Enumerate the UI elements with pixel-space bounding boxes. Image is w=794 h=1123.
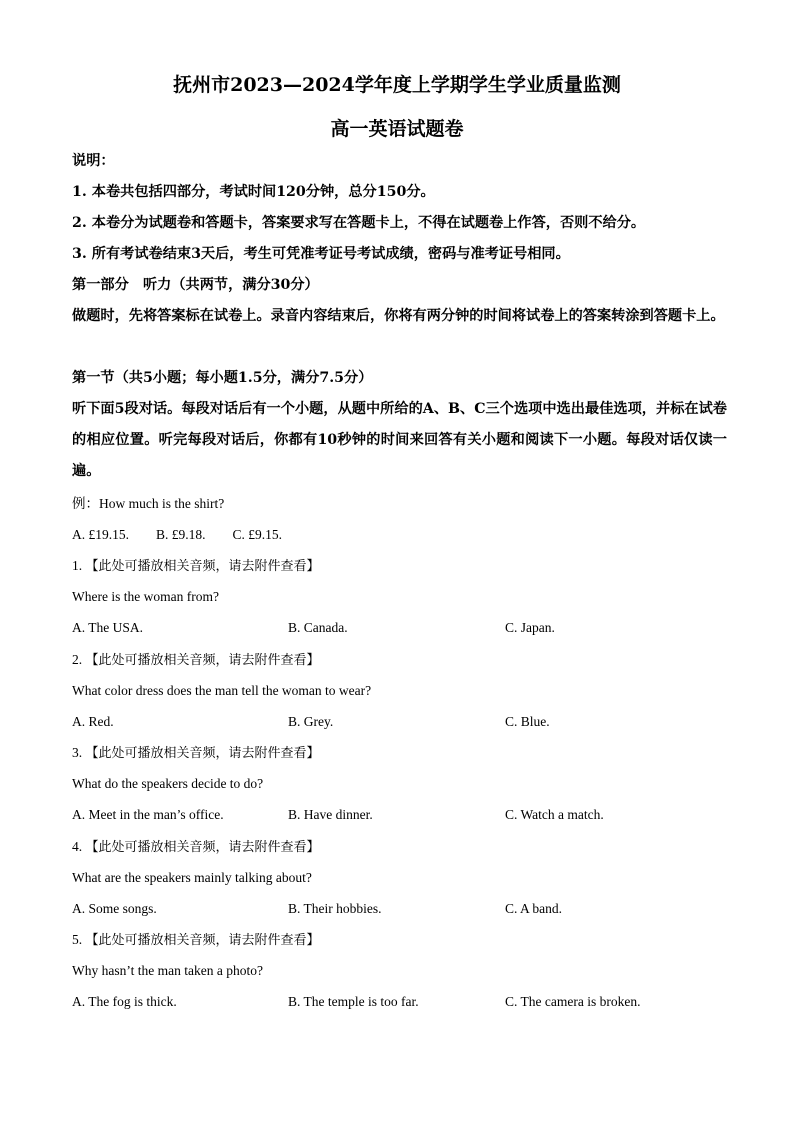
instructions-heading: 说明： <box>72 153 115 169</box>
question-4-option-b: B. Their hobbies. <box>288 901 382 916</box>
question-5-text: Why hasn’t the man taken a photo? <box>72 963 263 978</box>
question-number: 2. <box>72 652 83 667</box>
question-1-text: Where is the woman from? <box>72 589 219 604</box>
question-4-text: What are the speakers mainly talking about? <box>72 870 312 885</box>
instruction-item-2: 2. 本卷分为试题卷和答题卡，答案要求写在答题卡上，不得在试题卷上作答，否则不给分。 <box>72 215 646 231</box>
question-3-text: What do the speakers decide to do? <box>72 776 264 791</box>
instruction-item-1: 1. 本卷共包括四部分，考试时间120分钟，总分150分。 <box>72 184 435 200</box>
question-2-header <box>72 651 320 670</box>
audio-placeholder[interactable]: 【此处可播放相关音频，请去附件查看】 <box>85 653 320 668</box>
question-5-option-c: C. The camera is broken. <box>505 994 641 1009</box>
question-number: 3. <box>72 745 83 760</box>
instruction-item-3: 3. 所有考试卷结束3天后，考生可凭准考证号考试成绩，密码与准考证号相同。 <box>72 246 570 262</box>
question-number: 4. <box>72 839 83 854</box>
question-1-option-c: C. Japan. <box>505 620 555 635</box>
audio-placeholder[interactable]: 【此处可播放相关音频，请去附件查看】 <box>85 559 320 574</box>
example-question <box>72 495 224 513</box>
question-1-header <box>72 557 320 576</box>
question-1-option-a: A. The USA. <box>72 620 144 635</box>
audio-placeholder[interactable]: 【此处可播放相关音频，请去附件查看】 <box>85 933 320 948</box>
question-4-option-c: C. A band. <box>505 901 563 916</box>
exam-subtitle: 高一英语试题卷 <box>330 118 464 140</box>
example-options: A. £19.15. B. £9.18. C. £9.15. <box>72 527 283 542</box>
question-5-option-b: B. The temple is too far. <box>288 994 419 1009</box>
section1-intro: 听下面5段对话。每段对话后有一个小题，从题中所给的A、B、C三个选项中选出最佳选项，并标在试卷的相应位置。听完每段对话后，你都有10秒钟的时间来回答有关小题和阅读下一小题。每段对话仅读一遍。 <box>72 401 727 479</box>
section1-heading: 第一节（共5小题；每小题1.5分，满分7.5分） <box>72 370 373 386</box>
question-3-header <box>72 744 320 763</box>
question-4-option-a: A. Some songs. <box>72 901 157 916</box>
question-2-text: What color dress does the man tell the woman to wear? <box>72 683 372 698</box>
example-question-text: How much is the shirt? <box>99 496 225 511</box>
part1-heading: 第一部分 听力（共两节，满分30分） <box>72 277 319 293</box>
exam-title: 抚州市2023—2024学年度上学期学生学业质量监测 <box>173 74 621 96</box>
question-3-option-a: A. Meet in the man’s office. <box>72 807 224 822</box>
question-2-option-c: C. Blue. <box>505 714 550 729</box>
question-5-header <box>72 931 320 950</box>
example-label: 例： <box>72 496 99 512</box>
question-4-header <box>72 838 320 857</box>
audio-placeholder[interactable]: 【此处可播放相关音频，请去附件查看】 <box>85 746 320 761</box>
question-5-option-a: A. The fog is thick. <box>72 994 177 1009</box>
question-2-option-a: A. Red. <box>72 714 114 729</box>
question-1-option-b: B. Canada. <box>288 620 348 635</box>
question-number: 5. <box>72 932 83 947</box>
question-number: 1. <box>72 558 83 573</box>
question-2-option-b: B. Grey. <box>288 714 334 729</box>
question-3-option-b: B. Have dinner. <box>288 807 373 822</box>
part1-intro: 做题时，先将答案标在试卷上。录音内容结束后，你将有两分钟的时间将试卷上的答案转涂到答题卡上。 <box>72 308 725 324</box>
audio-placeholder[interactable]: 【此处可播放相关音频，请去附件查看】 <box>85 840 320 855</box>
question-3-option-c: C. Watch a match. <box>505 807 604 822</box>
